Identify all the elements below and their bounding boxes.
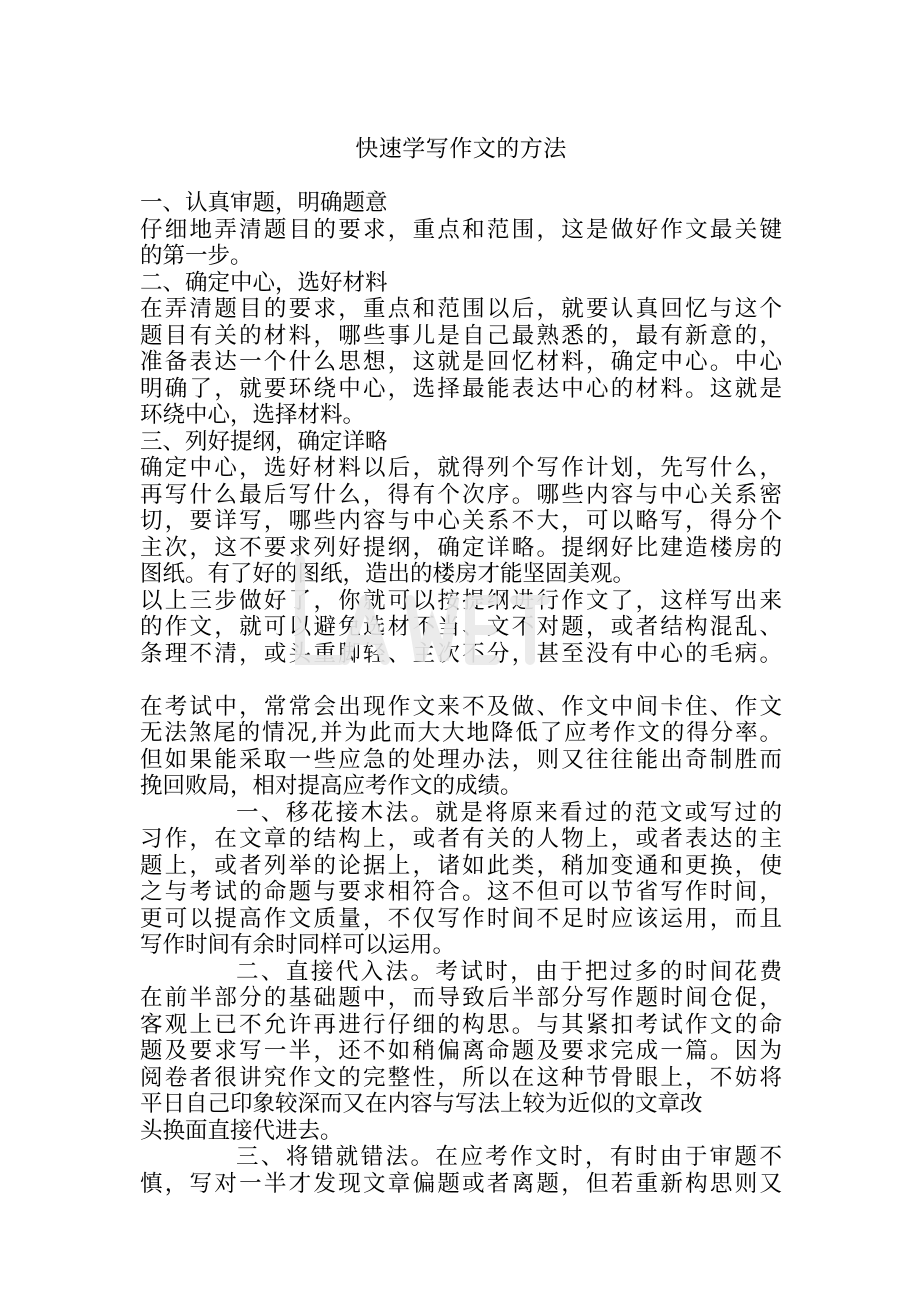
paragraph-line: 更可以提高作文质量，不仅写作时间不足时应该运用，而且 <box>140 905 782 932</box>
blank-line <box>140 667 782 694</box>
paragraph-line: 主次，这不要求列好提纲，确定详略。提纲好比建造楼房的 <box>140 534 782 561</box>
paragraph-line: 挽回败局，相对提高应考作文的成绩。 <box>140 773 523 799</box>
paragraph-line: 切，要详写，哪些内容与中心关系不大，可以略写，得分个 <box>140 508 782 534</box>
method-heading-2: 二、直接代入法。考试时，由于把过多的时间花费 <box>236 958 782 985</box>
paragraph-line: 在弄清题目的要求，重点和范围以后，就要认真回忆与这个 <box>140 296 782 322</box>
document-page <box>140 132 782 1197</box>
section-heading-1: 一、认真审题，明确题意 <box>140 190 388 216</box>
paragraph-line: 明确了，就要环绕中心，选择最能表达中心的材料。这就是 <box>140 375 782 402</box>
paragraph-line: 仔细地弄清题目的要求，重点和范围，这是做好作文最关键 <box>140 216 782 243</box>
section-heading-2: 二、确定中心，选好材料 <box>140 269 388 296</box>
paragraph-line: 无法煞尾的情况,并为此而大大地降低了应考作文的得分率。 <box>140 720 782 746</box>
paragraph-line: 条理不清，或头重脚轻、主次不分，甚至没有中心的毛病。 <box>140 640 782 667</box>
paragraph-line: 题上，或者列举的论据上，诸如此类，稍加变通和更换，使 <box>140 852 782 879</box>
paragraph-line: 平日自己印象较深而又在内容与写法上较为近似的文章改 <box>140 1091 703 1117</box>
paragraph-line: 在考试中，常常会出现作文来不及做、作文中间卡住、作文 <box>140 693 782 720</box>
paragraph-line: 阅卷者很讲究作文的完整性，所以在这种节骨眼上，不妨将 <box>140 1064 782 1091</box>
paragraph-line: 题及要求写一半，还不如稍偏离命题及要求完成一篇。因为 <box>140 1038 782 1064</box>
paragraph-line: 慎，写对一半才发现文章偏题或者离题，但若重新构思则又 <box>140 1170 782 1197</box>
paragraph-line: 客观上已不允许再进行仔细的构思。与其紧扣考试作文的命 <box>140 1011 782 1038</box>
method-heading-1: 一、移花接木法。就是将原来看过的范文或写过的 <box>236 799 782 826</box>
document-title: 快速学写作文的方法 <box>355 136 567 162</box>
paragraph-line: 环绕中心，选择材料。 <box>140 402 366 428</box>
paragraph-line: 头换面直接代进去。 <box>140 1117 343 1144</box>
section-heading-3: 三、列好提纲，确定详略 <box>140 428 388 455</box>
method-heading-3: 三、将错就错法。在应考作文时，有时由于审题不 <box>236 1144 782 1170</box>
paragraph-line: 在前半部分的基础题中，而导致后半部分写作题时间仓促， <box>140 985 782 1011</box>
paragraph-line: 再写什么最后写什么，得有个次序。哪些内容与中心关系密 <box>140 481 782 508</box>
paragraph-line: 的作文，就可以避免选材不当、文不对题，或者结构混乱、 <box>140 614 782 640</box>
paragraph-line: 习作，在文章的结构上，或者有关的人物上，或者表达的主 <box>140 826 782 852</box>
paragraph-line: 的第一步。 <box>140 243 253 269</box>
paragraph-line: 图纸。有了好的图纸，造出的楼房才能坚固美观。 <box>140 561 636 587</box>
paragraph-line: 题目有关的材料，哪些事儿是自己最熟悉的，最有新意的， <box>140 322 782 349</box>
paragraph-line: 确定中心，选好材料以后，就得列个写作计划，先写什么， <box>140 455 782 481</box>
paragraph-line: 写作时间有余时同样可以运用。 <box>140 932 456 958</box>
paragraph-line: 之与考试的命题与要求相符合。这不但可以节省写作时间， <box>140 879 782 905</box>
paragraph-line: 以上三步做好了，你就可以按提纲进行作文了，这样写出来 <box>140 587 782 614</box>
paragraph-line: 准备表达一个什么思想，这就是回忆材料，确定中心。中心 <box>140 349 782 375</box>
paragraph-line: 但如果能采取一些应急的处理办法，则又往往能出奇制胜而 <box>140 746 782 773</box>
